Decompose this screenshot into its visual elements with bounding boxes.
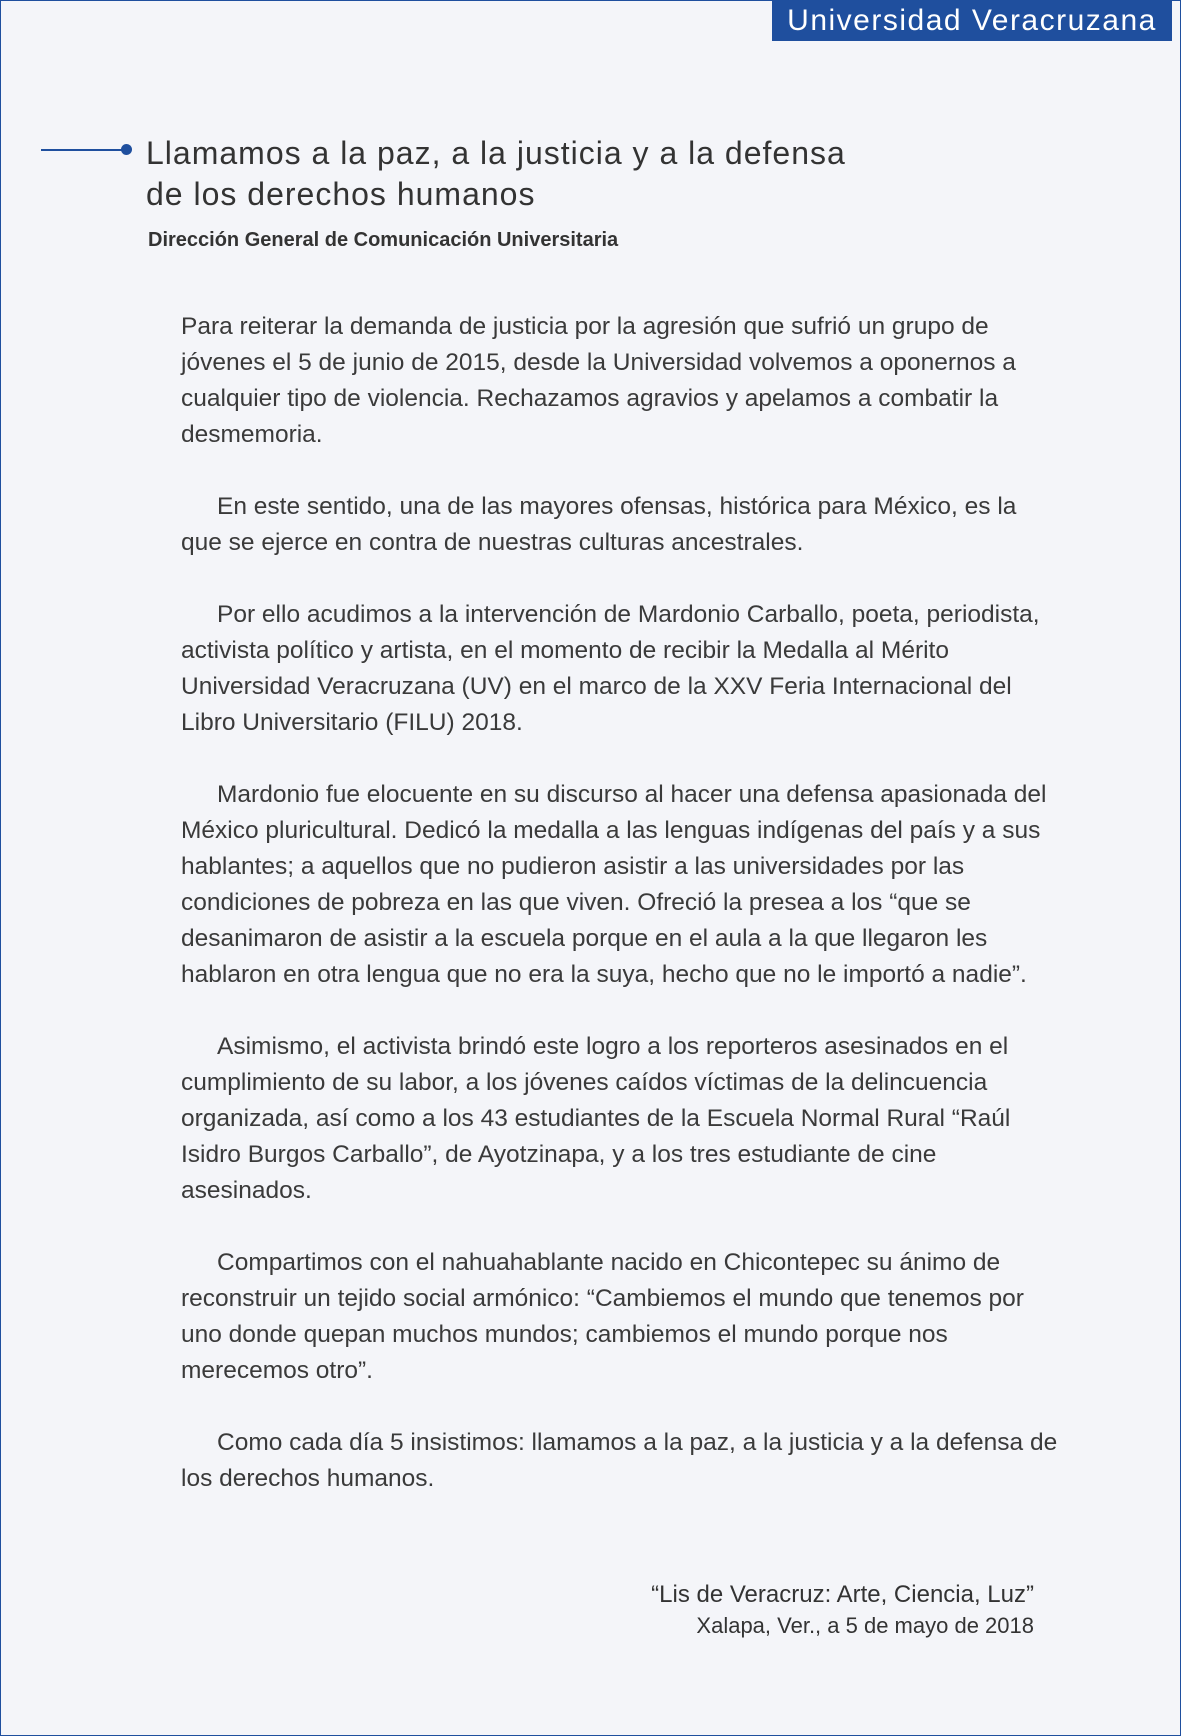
paragraph-6: Compartimos con el nahuahablante nacido en Chicontepec su ánimo de reconstruir un tejido social armónico: “Cambiemos el mundo que tenemos por uno donde quepan muchos mundos; cambiemos el mundo porque nos merecemos otro”. [181, 1249, 1024, 1384]
paragraph-1: Para reiterar la demanda de justicia por la agresión que sufrió un grupo de jóvenes el 5 de junio de 2015, desde la Universidad volvemos a oponernos a cualquier tipo de violencia. Rechazamos agravios y apelamos a combatir la desmemoria. [181, 313, 1016, 448]
article-title-line-2: de los derechos humanos [146, 176, 536, 212]
paragraph-3: Por ello acudimos a la intervención de Mardonio Carballo, poeta, periodista, activista político y artista, en el momento de recibir la Medalla al Mérito Universidad Veracruzana (UV) en el marco de la XXV Feria Internacional del Libro Universitario (FILU) 2018. [181, 601, 1040, 736]
article-title [146, 133, 1046, 215]
university-motto: “Lis de Veracruz: Arte, Ciencia, Luz” [651, 1581, 1034, 1608]
university-banner: Universidad Veracruzana [772, 1, 1172, 41]
article-title-line-1: Llamamos a la paz, a la justicia y a la defensa [146, 135, 846, 171]
title-marker-line [41, 149, 125, 151]
dateline: Xalapa, Ver., a 5 de mayo de 2018 [696, 1613, 1034, 1638]
article-body [181, 309, 1061, 1533]
paragraph-2: En este sentido, una de las mayores ofensas, histórica para México, es la que se ejerce en contra de nuestras culturas ancestrales. [181, 493, 1017, 556]
paragraph-5: Asimismo, el activista brindó este logro a los reporteros asesinados en el cumplimiento de su labor, a los jóvenes caídos víctimas de la delincuencia organizada, así como a los 43 estudiantes de la Escuela Normal Rural “Raúl Isidro Burgos Carballo”, de Ayotzinapa, y a los tres estudiante de cine asesinados. [181, 1033, 1011, 1204]
paragraph-7: Como cada día 5 insistimos: llamamos a la paz, a la justicia y a la defensa de los derechos humanos. [181, 1429, 1058, 1492]
article-byline: Dirección General de Comunicación Universitaria [148, 229, 619, 251]
title-marker-dot [121, 144, 132, 155]
paragraph-4: Mardonio fue elocuente en su discurso al hacer una defensa apasionada del México pluricultural. Dedicó la medalla a las lenguas indígenas del país y a sus hablantes; a aquellos que no pudieron asistir a las universidades por las condiciones de pobreza en las que viven. Ofreció la presea a los “que se desanimaron de asistir a la escuela porque en el aula a la que llegaron les hablaron en otra lengua que no era la suya, hecho que no le importó a nadie”. [181, 781, 1047, 988]
